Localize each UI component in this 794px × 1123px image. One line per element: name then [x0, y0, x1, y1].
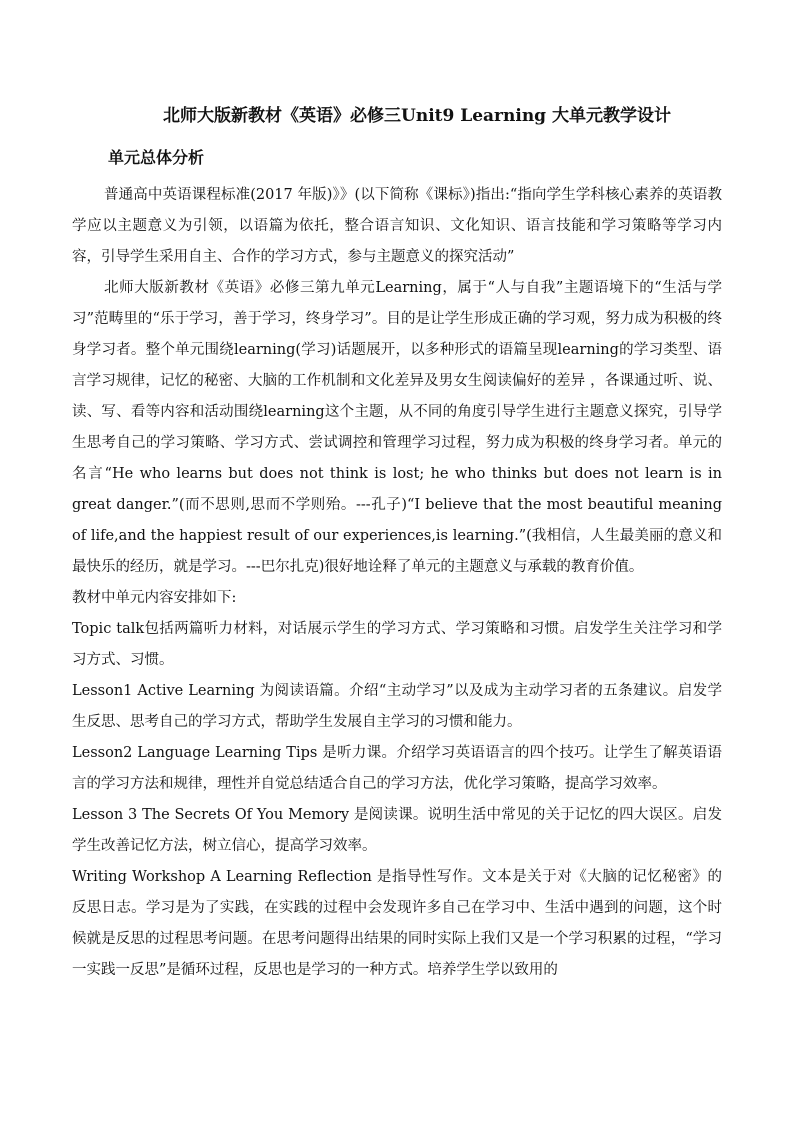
paragraph-curriculum-standard: 普通高中英语课程标准(2017 年版)》》(以下简称《课标》)指出:“指向学生学科核心素养的英语教学应以主题意义为引领，以语篇为依托，整合语言知识、文化知识、语言技能和学习策略等学习内容，引导学生采用自主、合作的学习方式，参与主题意义的探究活动” — [72, 187, 722, 265]
document-title: 北师大版新教材《英语》必修三Unit9 Learning 大单元教学设计 — [163, 106, 671, 126]
paragraph-lesson3: Lesson 3 The Secrets Of You Memory 是阅读课。说明生活中常见的关于记忆的四大误区。启发学生改善记忆方法，树立信心，提高学习效率。 — [72, 807, 722, 854]
paragraph-lesson1: Lesson1 Active Learning 为阅读语篇。介绍“主动学习”以及成为主动学习者的五条建议。启发学生反思、思考自己的学习方式，帮助学生发展自主学习的习惯和能力。 — [72, 683, 722, 730]
paragraph-topic-talk: Topic talk包括两篇听力材料，对话展示学生的学习方式、学习策略和习惯。启发学生关注学习和学习方式、习惯。 — [72, 621, 722, 668]
paragraph-writing-workshop: Writing Workshop A Learning Reflection 是指导性写作。文本是关于对《大脑的记忆秘密》的反思日志。学习是为了实践，在实践的过程中会发现许多自己在学习中、生活中遇到的问题，这个时候就是反思的过程思考问题。在思考问题得出结果的同时实际上我们又是一个学习积累的过程，“学习一实践一反思”是循环过程，反思也是学习的一种方式。培养学生学以致用的 — [72, 869, 722, 978]
section-heading: 单元总体分析 — [108, 148, 205, 167]
paragraph-content-intro: 教材中单元内容安排如下: — [72, 590, 237, 606]
paragraph-unit-overview: 北师大版新教材《英语》必修三第九单元Learning，属于“人与自我”主题语境下的“生活与学习”范畴里的“乐于学习，善于学习，终身学习”。目的是让学生形成正确的学习观，努力成为积极的终身学习者。整个单元围绕learning(学习)话题展开，以多种形式的语篇呈现learning的学习类型、语言学习规律，记忆的秘密、大脑的工作机制和文化差异及男女生阅读偏好的差异 ，各课通过听、说、读、写、看等内容和活动围绕learning这个主题，从不同的角度引导学生进行主题意义探究，引导学生思考自己的学习策略、学习方式、尝试调控和管理学习过程，努力成为积极的终身学习者。单元的名言“He who learns but does not think is lost; he who thinks but does not learn is in great danger.”(而不思则,思而不学则殆。---孔子)“I believe that the most beautiful meaning of life,and the happiest result of our experiences,is learning.”(我相信，人生最美丽的意义和最快乐的经历，就是学习。---巴尔扎克)很好地诠释了单元的主题意义与承载的教育价值。 — [72, 280, 722, 575]
paragraph-lesson2: Lesson2 Language Learning Tips 是听力课。介绍学习英语语言的四个技巧。让学生了解英语语言的学习方法和规律，理性并自觉总结适合自己的学习方法，优化学习策略，提高学习效率。 — [72, 745, 722, 792]
